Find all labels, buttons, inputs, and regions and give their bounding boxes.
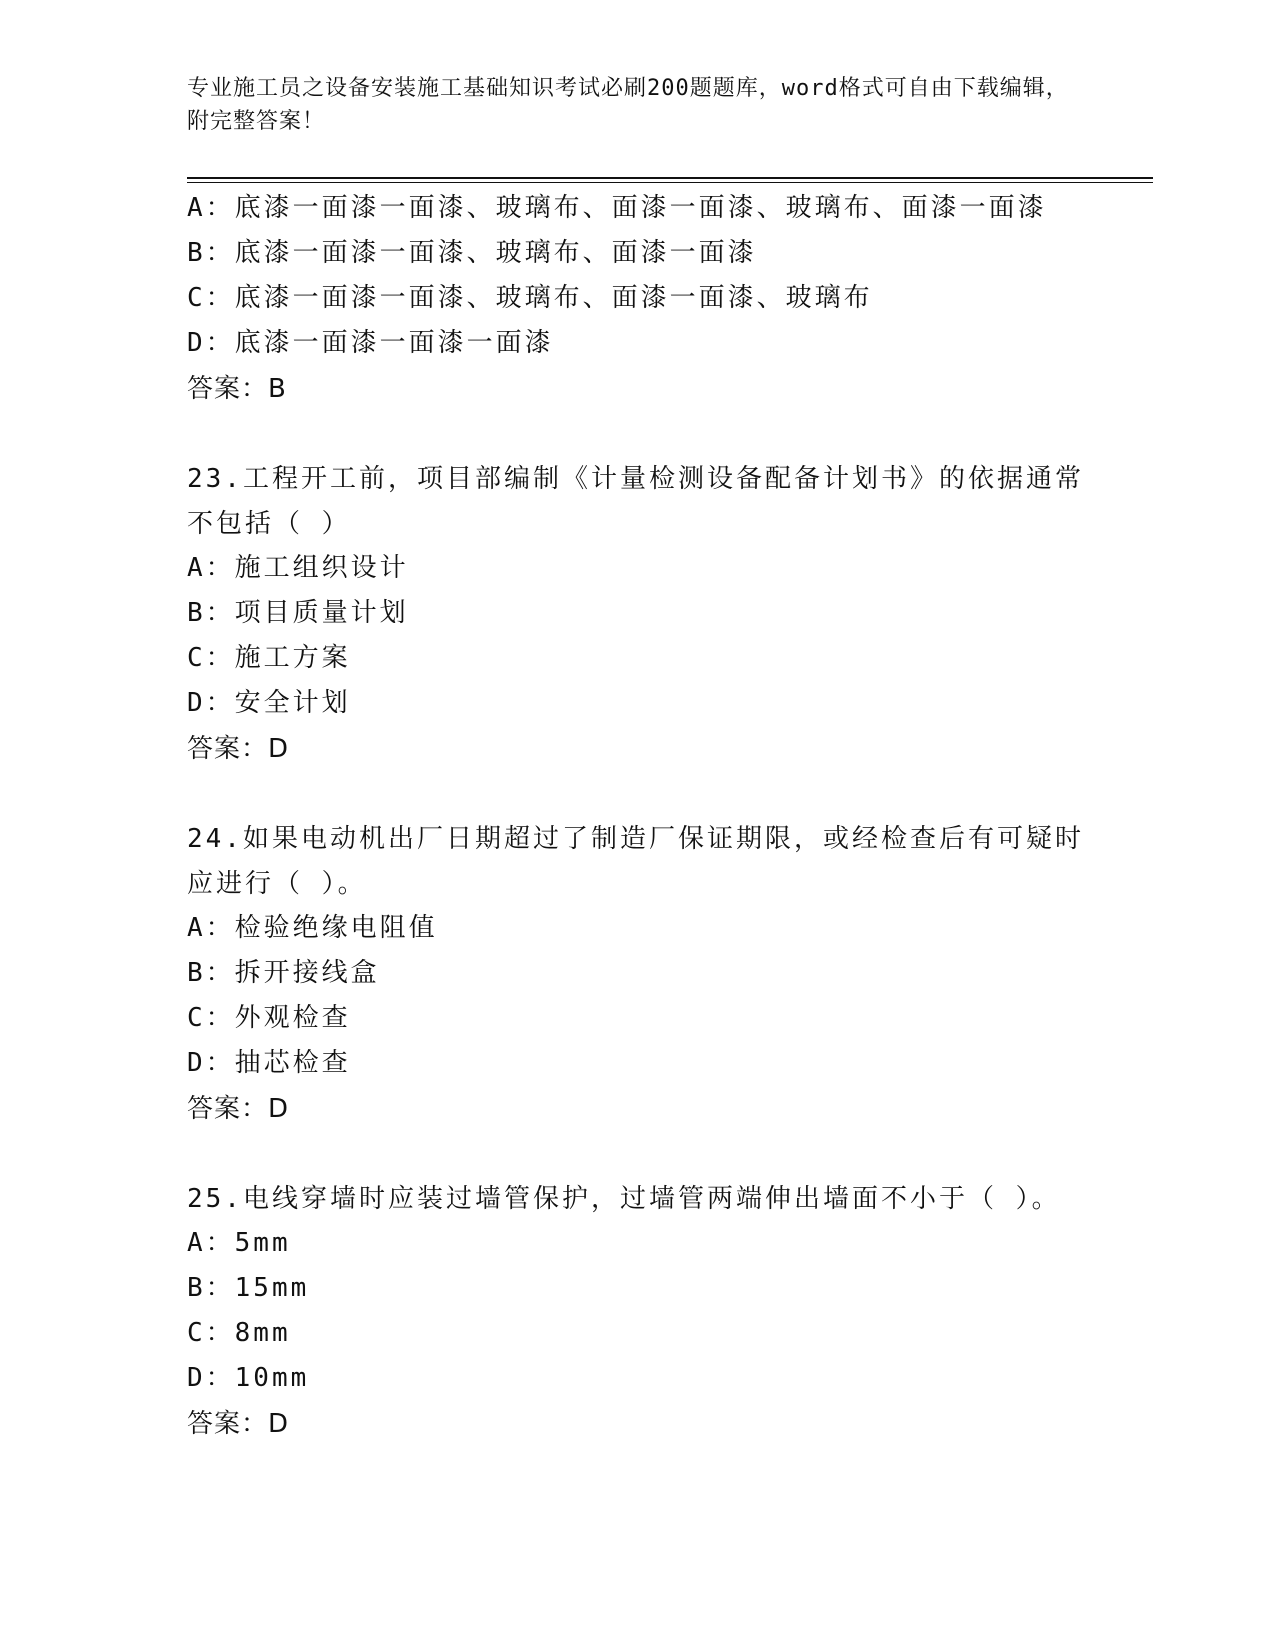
option-d: D：抽芯检查 — [187, 1048, 351, 1078]
answer: 答案：D — [187, 1409, 290, 1439]
header-divider — [187, 177, 1153, 179]
answer: 答案：D — [187, 734, 290, 764]
option-c: C：外观检查 — [187, 1003, 351, 1033]
option-d: D：底漆一面漆一面漆一面漆 — [187, 328, 554, 358]
option-b: B：底漆一面漆一面漆、玻璃布、面漆一面漆 — [187, 238, 757, 268]
option-d: D：10mm — [187, 1363, 310, 1393]
answer: 答案：B — [187, 374, 287, 404]
option-b: B：拆开接线盒 — [187, 958, 380, 988]
option-d: D：安全计划 — [187, 688, 351, 718]
question-23: 23.工程开工前，项目部编制《计量检测设备配备计划书》的依据通常不包括（ ） — [187, 464, 1084, 539]
option-a: A：底漆一面漆一面漆、玻璃布、面漆一面漆、玻璃布、面漆一面漆 — [187, 193, 1047, 223]
question-24: 24.如果电动机出厂日期超过了制造厂保证期限，或经检查后有可疑时应进行（ ）。 — [187, 824, 1084, 899]
option-c: C：8mm — [187, 1318, 291, 1348]
option-c: C：施工方案 — [187, 643, 351, 673]
option-a: A：检验绝缘电阻值 — [187, 913, 438, 943]
document-header: 专业施工员之设备安装施工基础知识考试必刷200题题库，word格式可自由下载编辑，附完整答案！ — [187, 76, 1069, 134]
question-25: 25.电线穿墙时应装过墙管保护，过墙管两端伸出墙面不小于（ ）。 — [187, 1184, 1061, 1214]
option-a: A：施工组织设计 — [187, 553, 409, 583]
option-c: C：底漆一面漆一面漆、玻璃布、面漆一面漆、玻璃布 — [187, 283, 873, 313]
option-b: B：15mm — [187, 1273, 310, 1303]
option-b: B：项目质量计划 — [187, 598, 409, 628]
header-divider-thin — [187, 182, 1153, 183]
answer: 答案：D — [187, 1094, 290, 1124]
option-a: A：5mm — [187, 1228, 291, 1258]
